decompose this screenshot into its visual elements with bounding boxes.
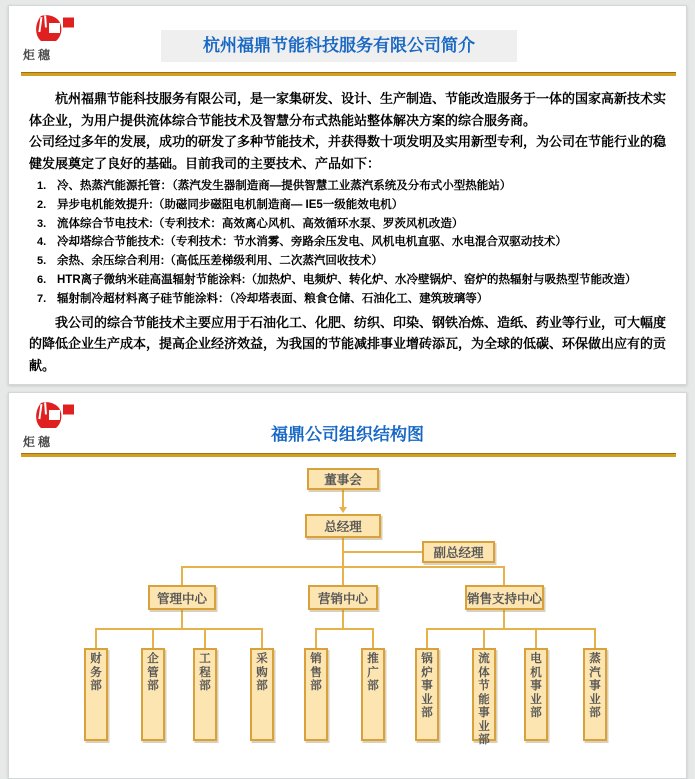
org-node-dept: 企管部 xyxy=(141,648,165,741)
connector-dept-stub xyxy=(594,628,596,648)
gold-divider xyxy=(21,453,676,457)
connector-dept-stub xyxy=(535,628,537,648)
company-logo xyxy=(23,14,85,63)
org-node-dept: 推广部 xyxy=(361,648,385,741)
intro-body xyxy=(29,88,670,376)
connector-dept-stub xyxy=(372,628,374,648)
connector-gm-dgm xyxy=(342,551,422,553)
intro-paragraph-3: 我公司的综合节能技术主要应用于石油化工、化肥、纺织、印染、钢铁冶炼、造纸、药业等行业，可大幅度的降低企业生产成本，提高企业经济效益，为我国的节能减排事业增砖添瓦，为全球的低碳、环保做出应有的贡献。 xyxy=(29,314,667,373)
connector-centers-bus xyxy=(181,566,505,568)
product-item: 冷却塔综合节能技术:（专利技术：节水消雾、旁路余压发电、风机电机直驱、水电混合双驱动技术） xyxy=(57,236,567,249)
intro-page-title: 杭州福鼎节能科技服务有限公司简介 xyxy=(203,36,475,55)
intro-title-band xyxy=(161,30,517,62)
connector-dept-stub xyxy=(204,628,206,648)
connector-dept-stub xyxy=(426,628,428,648)
torch-flame-icon xyxy=(29,14,75,45)
org-node-dept: 流体节能事业部 xyxy=(472,648,496,741)
connector-dept-stub xyxy=(95,628,97,648)
connector-dept-stub xyxy=(315,628,317,648)
connector-c1-drop xyxy=(181,610,183,629)
org-node-dept: 电机事业部 xyxy=(524,648,548,741)
intro-paragraph-2: 公司经过多年的发展，成功的研发了多种节能技术，并获得数十项发明及实用新型专利，为公司在节能行业的稳健发展奠定了良好的基础。目前我司的主要技术、产品如下： xyxy=(29,134,667,171)
connector-c2-bus xyxy=(315,628,374,630)
connector-c3-drop xyxy=(503,610,505,629)
org-node-dept: 财务部 xyxy=(84,648,108,741)
connector-gm-down xyxy=(342,538,344,585)
org-node-dept: 采购部 xyxy=(250,648,274,741)
org-node-gm: 总经理 xyxy=(305,514,381,538)
connector-dept-stub xyxy=(152,628,154,648)
connector-center1-stub xyxy=(181,566,183,585)
product-list xyxy=(37,177,670,309)
org-node-board: 董事会 xyxy=(307,468,379,490)
connector-c3-bus xyxy=(426,628,596,630)
org-node-center: 营销中心 xyxy=(308,585,378,610)
org-node-center: 管理中心 xyxy=(148,585,216,610)
connector-c1-bus xyxy=(95,628,263,630)
connector-board-gm xyxy=(342,490,344,507)
intro-card xyxy=(8,5,687,385)
arrow-down-icon xyxy=(339,507,347,513)
org-node-dept: 蒸汽事业部 xyxy=(583,648,607,741)
connector-dept-stub xyxy=(483,628,485,648)
logo-text: 炬穗 xyxy=(23,48,54,62)
gold-divider xyxy=(21,72,676,76)
connector-center3-stub xyxy=(503,566,505,585)
logo-text: 炬穗 xyxy=(23,435,54,449)
org-page-title: 福鼎公司组织结构图 xyxy=(271,425,424,444)
org-node-center: 销售支持中心 xyxy=(465,585,544,610)
product-item: 冷、热蒸汽能源托管：（蒸汽发生器制造商—提供智慧工业蒸汽系统及分布式小型热能站） xyxy=(57,180,512,192)
org-node-dgm: 副总经理 xyxy=(422,541,495,563)
product-item: 流体综合节电技术:（专利技术：高效离心风机、高效循环水泵、罗茨风机改造） xyxy=(57,217,464,230)
intro-paragraph-1: 杭州福鼎节能科技服务有限公司，是一家集研发、设计、生产制造、节能改造服务于一体的国家高新技术实体企业，为用户提供流体综合节能技术及智慧分布式热能站整体解决方案的综合服务商。 xyxy=(29,91,667,128)
product-item: 异步电机能效提升:（助磁同步磁阻电机制造商— IE5一级能效电机） xyxy=(57,198,404,211)
org-node-dept: 销售部 xyxy=(304,648,328,741)
product-item: HTR离子微纳米硅高温辐射节能涂料:（加热炉、电频炉、转化炉、水冷壁锅炉、窑炉的热辐射与吸热型节能改造） xyxy=(57,273,637,286)
connector-c2-drop xyxy=(342,610,344,629)
product-item: 余热、余压综合利用:（高低压差梯级利用、二次蒸汽回收技术） xyxy=(57,255,383,268)
org-chart-card xyxy=(8,392,687,779)
connector-dept-stub xyxy=(261,628,263,648)
org-node-dept: 锅炉事业部 xyxy=(415,648,439,741)
org-node-dept: 工程部 xyxy=(193,648,217,741)
product-item: 辐射制冷超材料离子硅节能涂料：（冷却塔表面、粮食仓储、石油化工、建筑玻璃等） xyxy=(57,292,489,305)
